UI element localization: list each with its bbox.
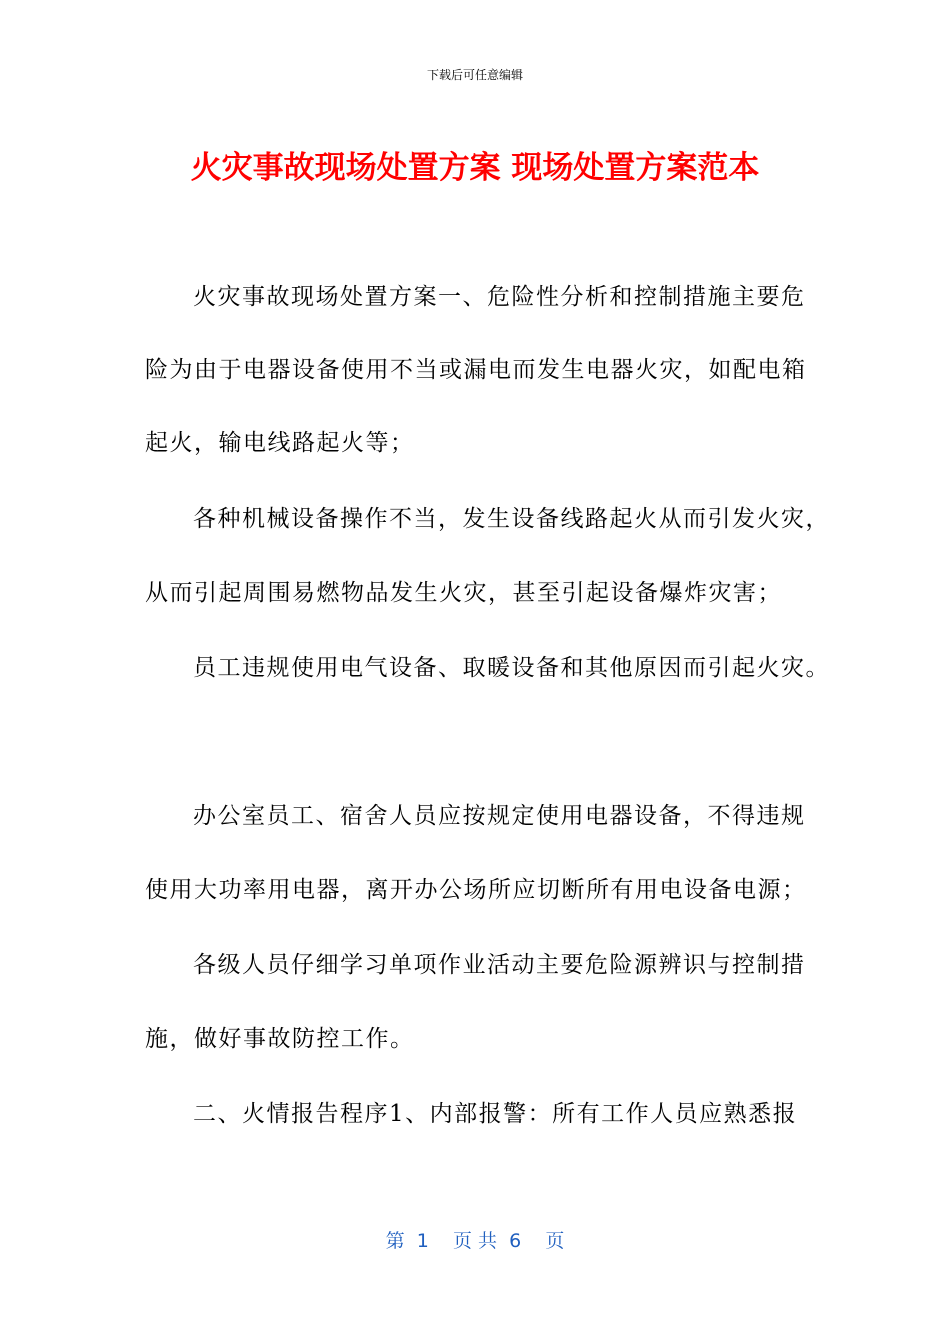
header-note: 下载后可任意编辑 xyxy=(426,68,523,82)
paragraph-line: 火灾事故现场处置方案一、危险性分析和控制措施主要危 xyxy=(193,284,806,310)
document-title: 火灾事故现场处置方案 现场处置方案范本 xyxy=(190,150,760,186)
paragraph-line: 使用大功率用电器，离开办公场所应切断所有用电设备电源； xyxy=(145,877,807,903)
paragraph-line: 施，做好事故防控工作。 xyxy=(145,1026,415,1052)
paragraph-line: 险为由于电器设备使用不当或漏电而发生电器火灾，如配电箱 xyxy=(145,357,807,383)
paragraph-line: 从而引起周围易燃物品发生火灾，甚至引起设备爆炸灾害； xyxy=(145,580,782,606)
paragraph-line: 各级人员仔细学习单项作业活动主要危险源辨识与控制措 xyxy=(193,952,806,978)
paragraph-line: 办公室员工、宿舍人员应按规定使用电器设备，不得违规 xyxy=(193,803,806,829)
paragraph-line: 各种机械设备操作不当，发生设备线路起火从而引发火灾， xyxy=(193,506,830,532)
paragraph-line: 二、火情报告程序1、内部报警：所有工作人员应熟悉报 xyxy=(193,1101,798,1127)
paragraph-line: 起火，输电线路起火等； xyxy=(145,430,415,456)
paragraph-line: 员工违规使用电气设备、取暖设备和其他原因而引起火灾。 xyxy=(193,655,830,681)
page-number-footer: 第 1 页 共 6 页 xyxy=(385,1230,565,1252)
